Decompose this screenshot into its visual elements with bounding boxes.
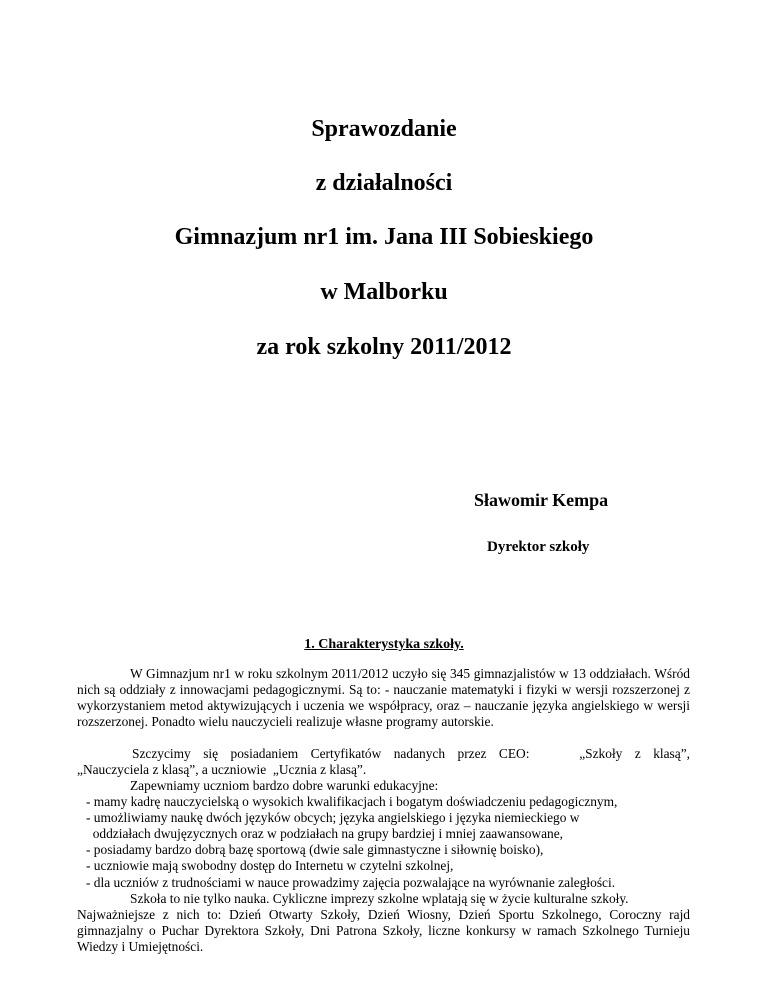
author-name: Sławomir Kempa: [474, 490, 609, 510]
events-paragraph: Najważniejsze z nich to: Dzień Otwarty Szkoły, Dzień Wiosny, Dzień Sportu Szkolnego, Coroczny rajd gimnazjalny o Puchar Dyrektora Szkoły, Dni Patrona Szkoły, liczne konkursy w ramach Szkolnego Turnieju Wiedzy i Umiejętności.: [77, 906, 690, 954]
school-name: Gimnazjum nr1 im. Jana III Sobieskiego: [174, 224, 594, 250]
certificates-line-2: „Nauczyciela z klasą”, a uczniowie „Ucznia z klasą”.: [77, 762, 367, 778]
report-title: Sprawozdanie: [311, 116, 457, 142]
list-item: - uczniowie mają swobodny dostęp do Internetu w czytelni szkolnej,: [86, 858, 454, 874]
culture-line: Szkoła to nie tylko nauka. Cykliczne imprezy szkolne wplatają się w życie kulturalne szkoły.: [130, 890, 629, 906]
certificates-line-1: Szczycimy się posiadaniem Certyfikatów nadanych przez CEO: „Szkoły z klasą”,: [132, 746, 690, 761]
conditions-intro: Zapewniamy uczniom bardzo dobre warunki edukacyjne:: [130, 778, 439, 793]
author-role: Dyrektor szkoły: [487, 539, 590, 555]
intro-paragraph: W Gimnazjum nr1 w roku szkolnym 2011/2012 uczyło się 345 gimnazjalistów w 13 oddziałach. Wśród nich są oddziały z innowacjami pedagogicznymi. Są to: - nauczanie matematyki i fizyki w wersji rozszerzonej z wykorzystaniem metod aktywizujących i uczenia we współpracy, oraz – nauczanie języka angielskiego w wersji rozszerzonej. Ponadto wielu nauczycieli realizuje własne programy autorskie.: [77, 666, 690, 730]
section-heading-text: 1. Charakterystyka szkoły.: [304, 637, 464, 652]
intro-paragraph-block: [77, 666, 690, 730]
school-location: w Malborku: [320, 279, 448, 305]
conditions-block: [77, 778, 690, 955]
school-year: za rok szkolny 2011/2012: [256, 334, 512, 360]
section-heading: [0, 636, 768, 653]
list-item: - umożliwiamy naukę dwóch języków obcych; języka angielskiego i języka niemieckiego w: [86, 810, 580, 826]
list-item: - mamy kadrę nauczycielską o wysokich kwalifikacjach i bogatym doświadczeniu pedagogicznym,: [86, 794, 618, 810]
list-item: - dla uczniów z trudnościami w nauce prowadzimy zajęcia pozwalające na wyrównanie zaległości.: [86, 874, 616, 890]
list-item: - posiadamy bardzo dobrą bazę sportową (dwie sale gimnastyczne i siłownię boisko),: [86, 842, 544, 858]
certificates-block: [77, 746, 690, 778]
report-subtitle: z działalności: [315, 170, 453, 196]
list-item: oddziałach dwujęzycznych oraz w podziałach na grupy bardziej i mniej zaawansowane,: [86, 826, 564, 842]
